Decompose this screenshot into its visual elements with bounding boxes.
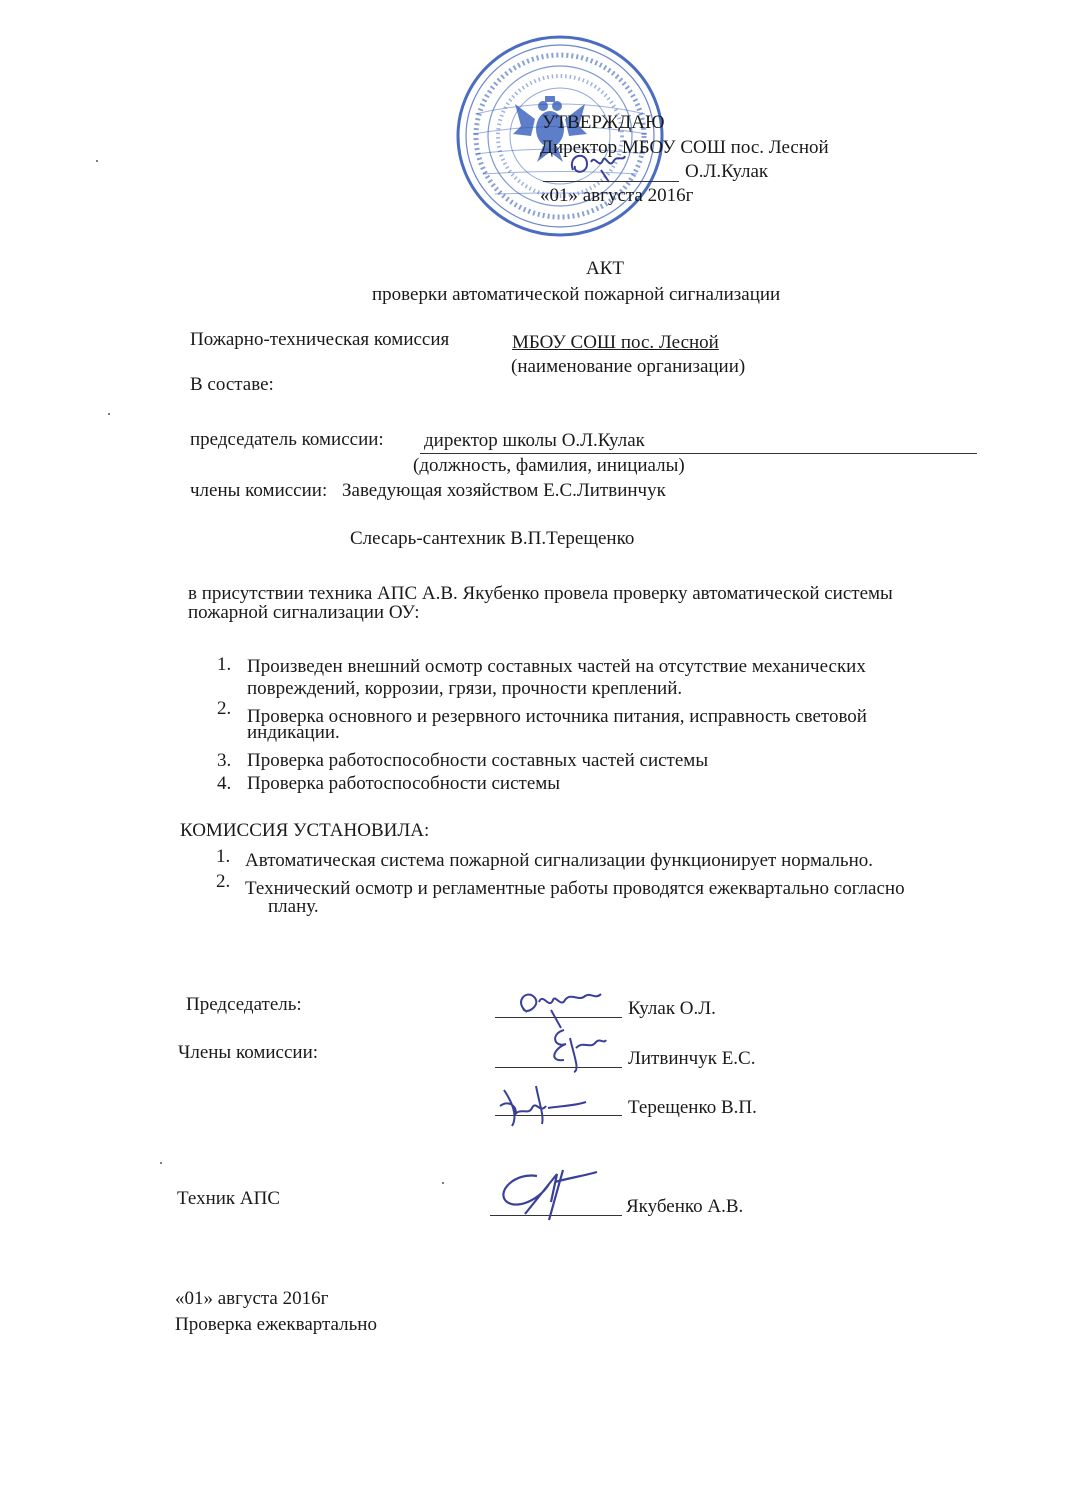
finding-text: Технический осмотр и регламентные работы проводятся ежеквартально согласно: [245, 878, 905, 899]
check-item-text: Проверка работоспособности системы: [247, 773, 561, 794]
tech-signature: [485, 1162, 610, 1227]
scan-speck: [108, 413, 110, 415]
check-item-text: Произведен внешний осмотр составных частей на отсутствие механических: [247, 656, 866, 677]
organization-name: МБОУ СОШ пос. Лесной: [512, 332, 719, 353]
approval-position: Директор МБОУ СОШ пос. Лесной: [540, 137, 829, 158]
sig-tech-label: Техник АПС: [177, 1188, 280, 1209]
approval-approve: УТВЕРЖДАЮ: [542, 112, 665, 133]
chairman-hint: (должность, фамилия, инициалы): [413, 455, 685, 476]
findings-heading: КОМИССИЯ УСТАНОВИЛА:: [180, 820, 430, 841]
chairman-value: директор школы О.Л.Кулак: [424, 430, 645, 451]
finding-num: 2.: [216, 871, 231, 892]
scan-speck: [160, 1162, 162, 1164]
finding-text: Автоматическая система пожарной сигнализации функционирует нормально.: [245, 850, 874, 871]
sig-chairman-name: Кулак О.Л.: [628, 998, 716, 1019]
composition-label: В составе:: [190, 374, 274, 395]
chairman-label: председатель комиссии:: [190, 429, 384, 450]
approval-date: «01» августа 2016г: [540, 185, 694, 206]
scan-speck: [96, 160, 98, 162]
member-1: Заведующая хозяйством Е.С.Литвинчук: [342, 480, 666, 501]
footer-date: «01» августа 2016г: [175, 1288, 329, 1309]
sig-member-2-name: Терещенко В.П.: [628, 1097, 757, 1118]
chairman-underline: [420, 453, 977, 454]
members-label: члены комиссии:: [190, 480, 328, 501]
doc-subtitle: проверки автоматической пожарной сигнализации: [372, 284, 781, 305]
check-num: 4.: [217, 773, 232, 794]
intro-line-1: в присутствии техника АПС А.В. Якубенко провела проверку автоматической системы: [188, 583, 893, 604]
scan-speck: [442, 1182, 444, 1184]
finding-num: 1.: [216, 846, 231, 867]
sig-member-1-name: Литвинчук Е.С.: [628, 1048, 756, 1069]
check-num: 3.: [217, 750, 232, 771]
member-1-signature: [540, 1020, 610, 1075]
sig-chairman-label: Председатель:: [186, 994, 302, 1015]
commission-label: Пожарно-техническая комиссия: [190, 329, 450, 350]
doc-heading: АКТ: [586, 258, 624, 279]
organization-hint: (наименование организации): [511, 356, 746, 377]
check-item-text: Проверка основного и резервного источника питания, исправность световой: [247, 706, 867, 727]
check-item-text: индикации.: [247, 722, 340, 743]
director-signature: [565, 140, 635, 190]
check-item-text: повреждений, коррозии, грязи, прочности креплений.: [247, 678, 683, 699]
check-item-text: Проверка работоспособности составных частей системы: [247, 750, 709, 771]
member-2-signature: [490, 1076, 590, 1131]
sig-members-label: Члены комиссии:: [178, 1042, 319, 1063]
sig-tech-name: Якубенко А.В.: [626, 1196, 744, 1217]
member-2: Слесарь-сантехник В.П.Терещенко: [350, 528, 635, 549]
check-num: 1.: [217, 654, 232, 675]
finding-text: плану.: [268, 896, 319, 917]
check-num: 2.: [217, 698, 232, 719]
intro-line-2: пожарной сигнализации ОУ:: [188, 602, 420, 623]
footer-note: Проверка ежеквартально: [175, 1314, 377, 1335]
approval-name: О.Л.Кулак: [685, 161, 769, 182]
